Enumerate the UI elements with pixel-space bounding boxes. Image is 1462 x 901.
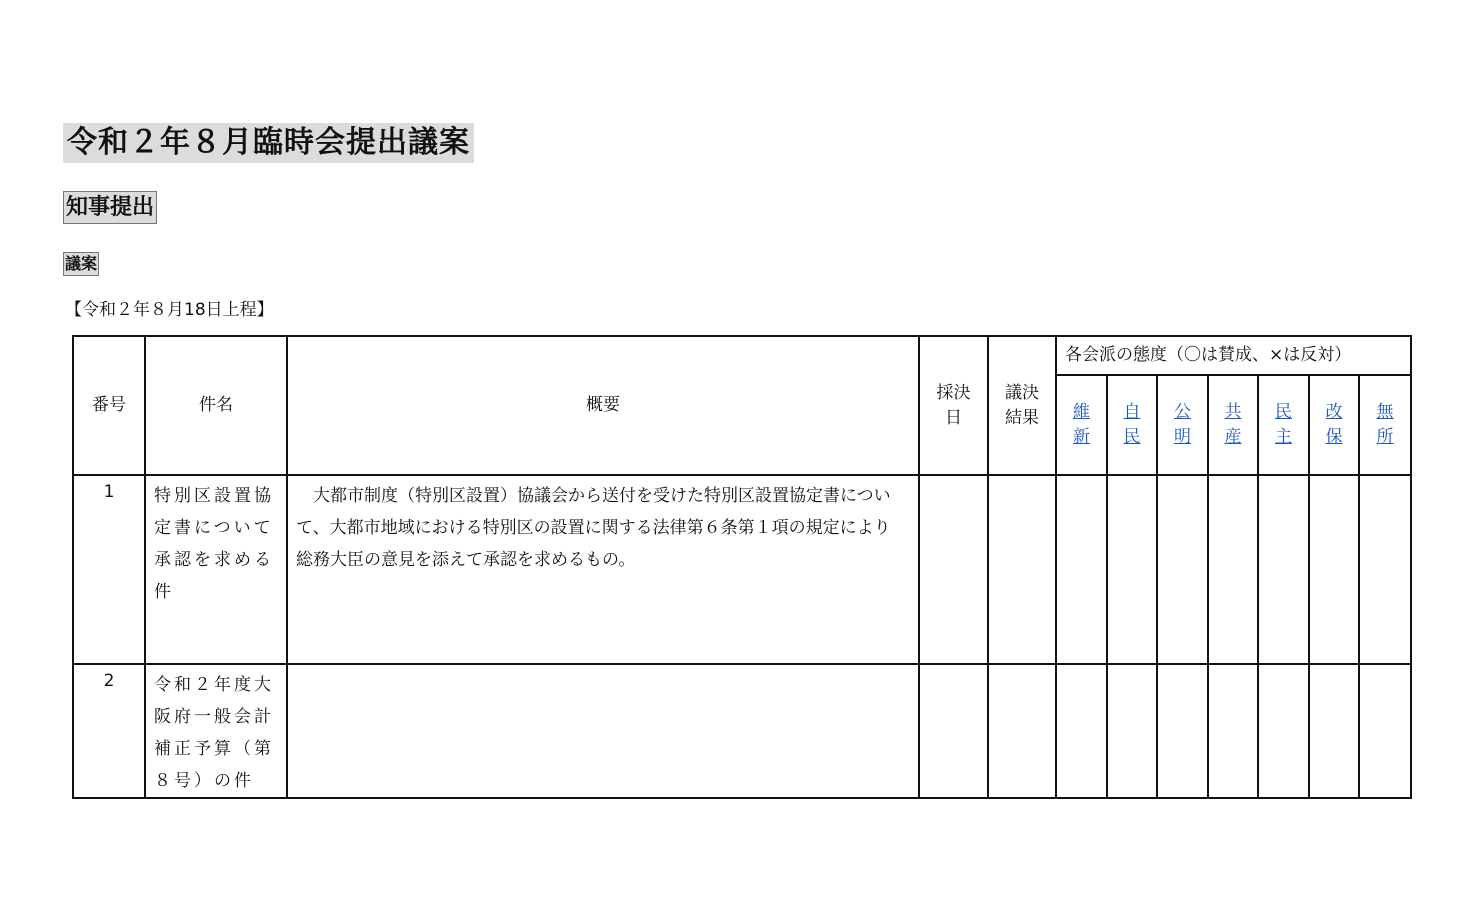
- faction-komei: [1157, 375, 1208, 475]
- section-title: 知事提出: [63, 191, 157, 224]
- header-result: [988, 336, 1056, 475]
- faction-kaiho: [1309, 375, 1359, 475]
- row-vote-jimin: [1107, 475, 1157, 664]
- header-summary: 概要: [287, 336, 919, 475]
- row-summary: 大都市制度（特別区設置）協議会から送付を受けた特別区設置協定書について、大都市地域における特別区の設置に関する法律第６条第１項の規定により総務大臣の意見を添えて承認を求めるもの。: [287, 475, 919, 664]
- header-row-top: [73, 336, 1411, 375]
- table-row: [73, 664, 1411, 798]
- row-result: [988, 664, 1056, 798]
- row-name: 特別区設置協定書について承認を求める件: [145, 475, 287, 664]
- row-vote-mushozoku: [1359, 475, 1411, 664]
- page-title: 令和２年８月臨時会提出議案: [63, 123, 474, 163]
- row-vote-minshu: [1258, 664, 1309, 798]
- row-number: 1: [73, 475, 145, 664]
- row-vote-date: [919, 664, 988, 798]
- header-vote-date-label: 採決日: [936, 382, 971, 428]
- faction-link-komei[interactable]: 公明: [1174, 402, 1191, 447]
- row-result: [988, 475, 1056, 664]
- faction-link-kaiho[interactable]: 改保: [1325, 402, 1343, 447]
- subsection-title: 議案: [63, 252, 99, 276]
- bills-table: [72, 335, 1412, 799]
- header-number: 番号: [73, 336, 145, 475]
- faction-ishin: [1056, 375, 1107, 475]
- header-vote-date: [919, 336, 988, 475]
- row-vote-ishin: [1056, 664, 1107, 798]
- row-vote-mushozoku: [1359, 664, 1411, 798]
- row-vote-kaiho: [1309, 664, 1359, 798]
- faction-mushozoku: [1359, 375, 1411, 475]
- row-vote-komei: [1157, 664, 1208, 798]
- row-number: 2: [73, 664, 145, 798]
- faction-link-kyosan[interactable]: 共産: [1224, 402, 1242, 447]
- table-row: [73, 475, 1411, 664]
- row-name: 令和２年度大阪府一般会計補正予算（第８号）の件: [145, 664, 287, 798]
- faction-kyosan: [1208, 375, 1258, 475]
- row-vote-kaiho: [1309, 475, 1359, 664]
- faction-link-mushozoku[interactable]: 無所: [1376, 402, 1394, 447]
- faction-jimin: [1107, 375, 1157, 475]
- row-vote-kyosan: [1208, 475, 1258, 664]
- faction-link-ishin[interactable]: 維新: [1073, 402, 1090, 447]
- row-vote-kyosan: [1208, 664, 1258, 798]
- row-vote-jimin: [1107, 664, 1157, 798]
- header-factions: 各会派の態度（〇は賛成、×は反対）: [1056, 336, 1411, 375]
- faction-minshu: [1258, 375, 1309, 475]
- row-summary: [287, 664, 919, 798]
- header-result-label: 議決結果: [1004, 382, 1039, 428]
- row-vote-minshu: [1258, 475, 1309, 664]
- row-vote-komei: [1157, 475, 1208, 664]
- header-name: 件名: [145, 336, 287, 475]
- session-date-label: 【令和２年８月18日上程】: [65, 300, 274, 320]
- row-vote-date: [919, 475, 988, 664]
- row-vote-ishin: [1056, 475, 1107, 664]
- faction-link-jimin[interactable]: 自民: [1123, 402, 1141, 447]
- faction-link-minshu[interactable]: 民主: [1275, 402, 1292, 447]
